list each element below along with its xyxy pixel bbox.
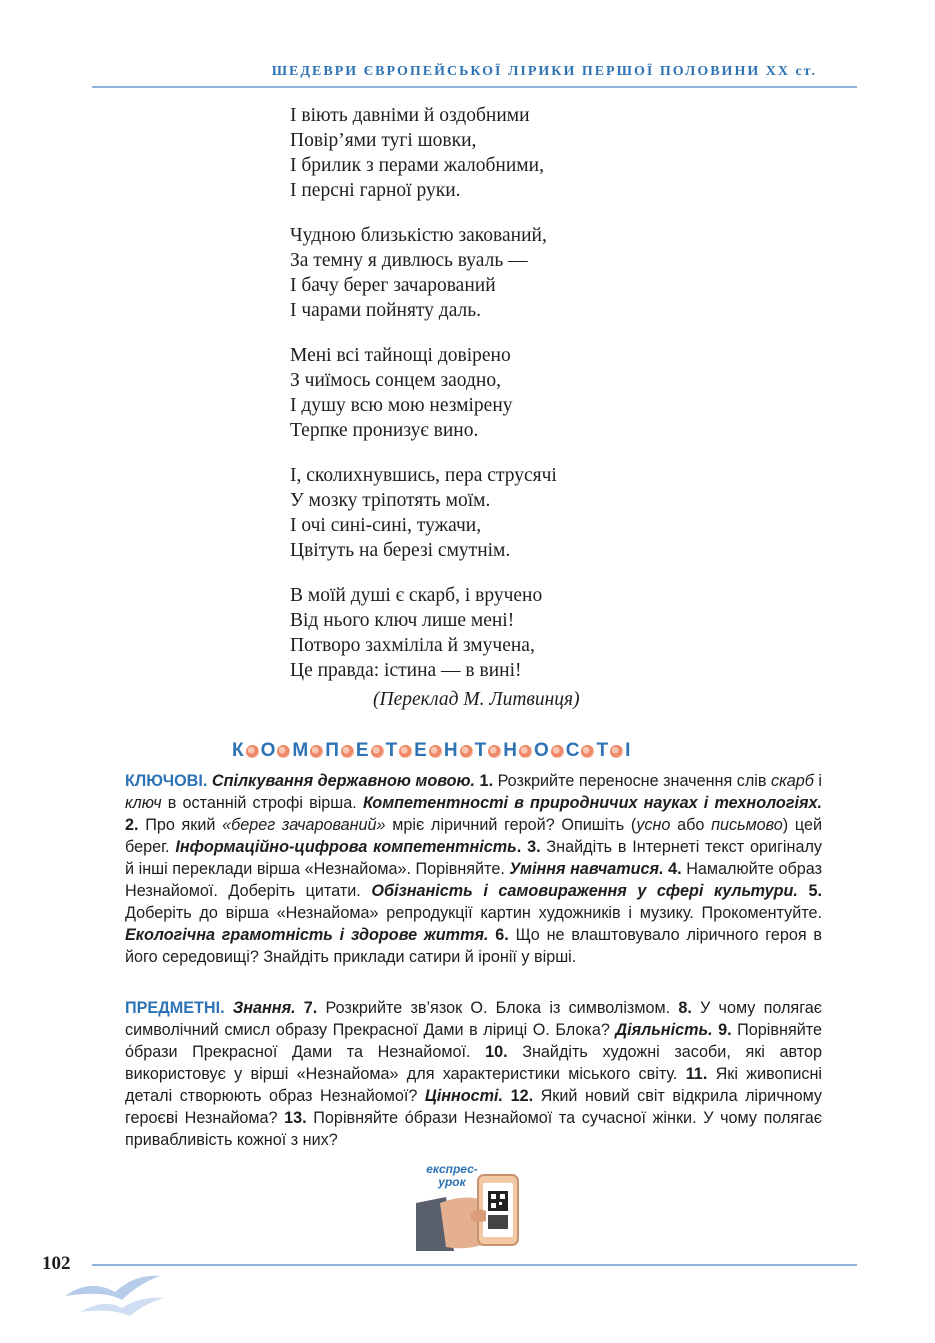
task-text: У чому полягає символічний смисл образу Прекрасної Дами в ліриці О. Блока? — [125, 999, 822, 1039]
label-subject: ПРЕДМЕТНІ. — [125, 999, 225, 1017]
ornament-icon — [551, 745, 564, 758]
task-text: Доберіть до вірша «Незнайома» репродукції картин художників і музику. Прокоментуйте. — [125, 904, 822, 922]
task-number: 1. — [475, 772, 494, 790]
poem-line: І віють давніми й оздобними — [290, 105, 530, 126]
poem-line: І, сколихнувшись, пера струсячі — [290, 465, 557, 486]
poem-line: Потворо захміліла й змучена, — [290, 635, 535, 656]
poem-line: За темну я дивлюсь вуаль — — [290, 250, 528, 271]
task-number: 9. — [712, 1021, 732, 1039]
task-number: 4. — [663, 860, 682, 878]
express-lesson-badge[interactable] — [416, 1163, 532, 1251]
task-number: 5. — [797, 882, 822, 900]
task-text: Порівняйте о́брази Незнайомої та сучасної жінки. У чому полягає привабливість кожної з них? — [125, 1109, 823, 1149]
task-number: . 3. — [516, 838, 541, 856]
title-letter: Н — [443, 740, 458, 761]
translation-credit: (Переклад М. Литвинця) — [373, 689, 580, 710]
poem-line: У мозку тріпотять моїм. — [290, 490, 491, 511]
task-text: Знайдіть художні засоби, які автор використовує у вірші «Незнайома» для характеристики міського світу. — [125, 1043, 822, 1083]
ornament-icon — [610, 745, 623, 758]
stanza — [290, 223, 710, 323]
subheading: Цінності. — [424, 1087, 504, 1105]
ornament-icon — [371, 745, 384, 758]
ornament-icon — [519, 745, 532, 758]
task-number: 8. — [678, 999, 692, 1017]
page-number: 102 — [42, 1253, 71, 1274]
task-text: або — [670, 816, 712, 834]
title-letter: Т — [474, 740, 487, 761]
express-line-1: експрес- — [426, 1162, 478, 1176]
title-letter: І — [625, 740, 631, 761]
poem-line: І бачу берег зачарований — [290, 275, 496, 296]
poem-line: Повір’ями тугі шовки, — [290, 130, 477, 151]
task-text: Який новий світ відкрила ліричному героєві Незнайома? — [125, 1087, 822, 1127]
subheading: Екологічна грамотність і здорове життя. — [125, 926, 489, 944]
ornament-icon — [460, 745, 473, 758]
stanza — [290, 463, 710, 563]
subheading: Знання. — [232, 999, 296, 1017]
seagulls-icon — [60, 1268, 170, 1318]
poem-line: І персні гарної руки. — [290, 180, 461, 201]
ornament-icon — [341, 745, 354, 758]
title-letter: О — [260, 740, 276, 761]
task-text: Порівняйте о́брази Прекрасної Дами та Незнайомої. — [125, 1021, 822, 1061]
task-number: 7. — [295, 999, 318, 1017]
running-header — [92, 62, 857, 88]
task-number: 13. — [284, 1109, 307, 1127]
task-text: Що не влаштовувало ліричного героя в його середовищі? Знайдіть приклади сатири й іронії у вірші. — [125, 926, 822, 966]
poem — [290, 103, 710, 703]
section-title-competencies — [232, 738, 630, 764]
subheading: Уміння навчатися. — [509, 860, 664, 878]
label-key: КЛЮЧОВІ. — [125, 772, 208, 790]
ornament-icon — [246, 745, 259, 758]
title-letter: К — [232, 740, 244, 761]
title-letter: Е — [414, 740, 427, 761]
stanza — [290, 583, 710, 683]
task-text: Про який — [138, 816, 223, 834]
subheading: Компетентності в природничих науках і технологіях. — [362, 794, 822, 812]
subheading: Обізнаність і самовираження у сфері культури. — [371, 882, 798, 900]
term: письмово — [711, 816, 783, 834]
term: усно — [636, 816, 671, 834]
subheading: Спілкування державною мовою. — [211, 772, 476, 790]
poem-line: З чиїмось сонцем заодно, — [290, 370, 501, 391]
quote: «берег зачарований» — [222, 816, 386, 834]
task-text: Які живописні деталі створюють образ Незнайомої? — [125, 1065, 822, 1105]
poem-line: Від нього ключ лише мені! — [290, 610, 515, 631]
title-letter: С — [565, 740, 580, 761]
ornament-icon — [429, 745, 442, 758]
subheading: Інформаційно-цифрова компетентність — [175, 838, 517, 856]
task-number: 11. — [685, 1065, 708, 1083]
task-number: 10. — [485, 1043, 508, 1061]
task-number: 2. — [125, 816, 139, 834]
term: скарб — [771, 772, 814, 790]
term: ключ — [125, 794, 162, 812]
ornament-icon — [277, 745, 290, 758]
subheading: Діяльність. — [615, 1021, 713, 1039]
poem-line: І очі сині-сині, тужачи, — [290, 515, 482, 536]
task-text: ) цей берег. — [125, 816, 822, 856]
subject-competencies-paragraph — [125, 997, 822, 1151]
poem-line: Це правда: істина — в вині! — [290, 660, 522, 681]
ornament-icon — [310, 745, 323, 758]
header-title: ШЕДЕВРИ ЄВРОПЕЙСЬКОЇ ЛІРИКИ ПЕРШОЇ ПОЛОВИНИ XX ст. — [271, 64, 817, 79]
task-text: і — [813, 772, 822, 790]
poem-line: В моїй душі є скарб, і вручено — [290, 585, 543, 606]
express-line-2: урок — [438, 1175, 466, 1189]
poem-line: І чарами пойняту даль. — [290, 300, 482, 321]
poem-line: Чудною близькістю закований, — [290, 225, 547, 246]
task-number: 12. — [503, 1087, 534, 1105]
task-text: мріє ліричний герой? Опишіть ( — [385, 816, 637, 834]
task-number: 6. — [488, 926, 509, 944]
title-letter: М — [292, 740, 309, 761]
poem-line: І душу всю мою незмірену — [290, 395, 513, 416]
poem-line: І брилик з перами жалобними, — [290, 155, 544, 176]
task-text: Розкрийте зв’язок О. Блока із символізмом. — [317, 999, 679, 1017]
task-text: в останній строфі вірша. — [161, 794, 363, 812]
poem-line: Мені всі тайнощі довірено — [290, 345, 511, 366]
poem-line: Цвітуть на березі смутнім. — [290, 540, 511, 561]
title-letter: Н — [503, 740, 517, 761]
title-letter: П — [325, 740, 339, 761]
title-letter: О — [533, 740, 549, 761]
ornament-icon — [488, 745, 501, 758]
task-text: Знайдіть в Інтернеті текст оригіналу й інші переклади вірша «Незнайома». Порівняйте. — [125, 838, 822, 878]
stanza — [290, 103, 710, 203]
title-letter: Е — [355, 740, 369, 761]
express-lesson-label — [416, 1163, 488, 1189]
title-letter: Т — [385, 740, 398, 761]
ornament-icon — [581, 745, 594, 758]
poem-line: Терпке пронизує вино. — [290, 420, 479, 441]
task-text: Розкрийте переносне значення слів — [493, 772, 772, 790]
stanza — [290, 343, 710, 443]
footer-rule — [92, 1264, 857, 1266]
ornament-icon — [399, 745, 412, 758]
task-text: Намалюйте образ Незнайомої. Доберіть цитати. — [125, 860, 823, 900]
title-letter: Т — [596, 740, 609, 761]
key-competencies-paragraph — [125, 770, 822, 968]
